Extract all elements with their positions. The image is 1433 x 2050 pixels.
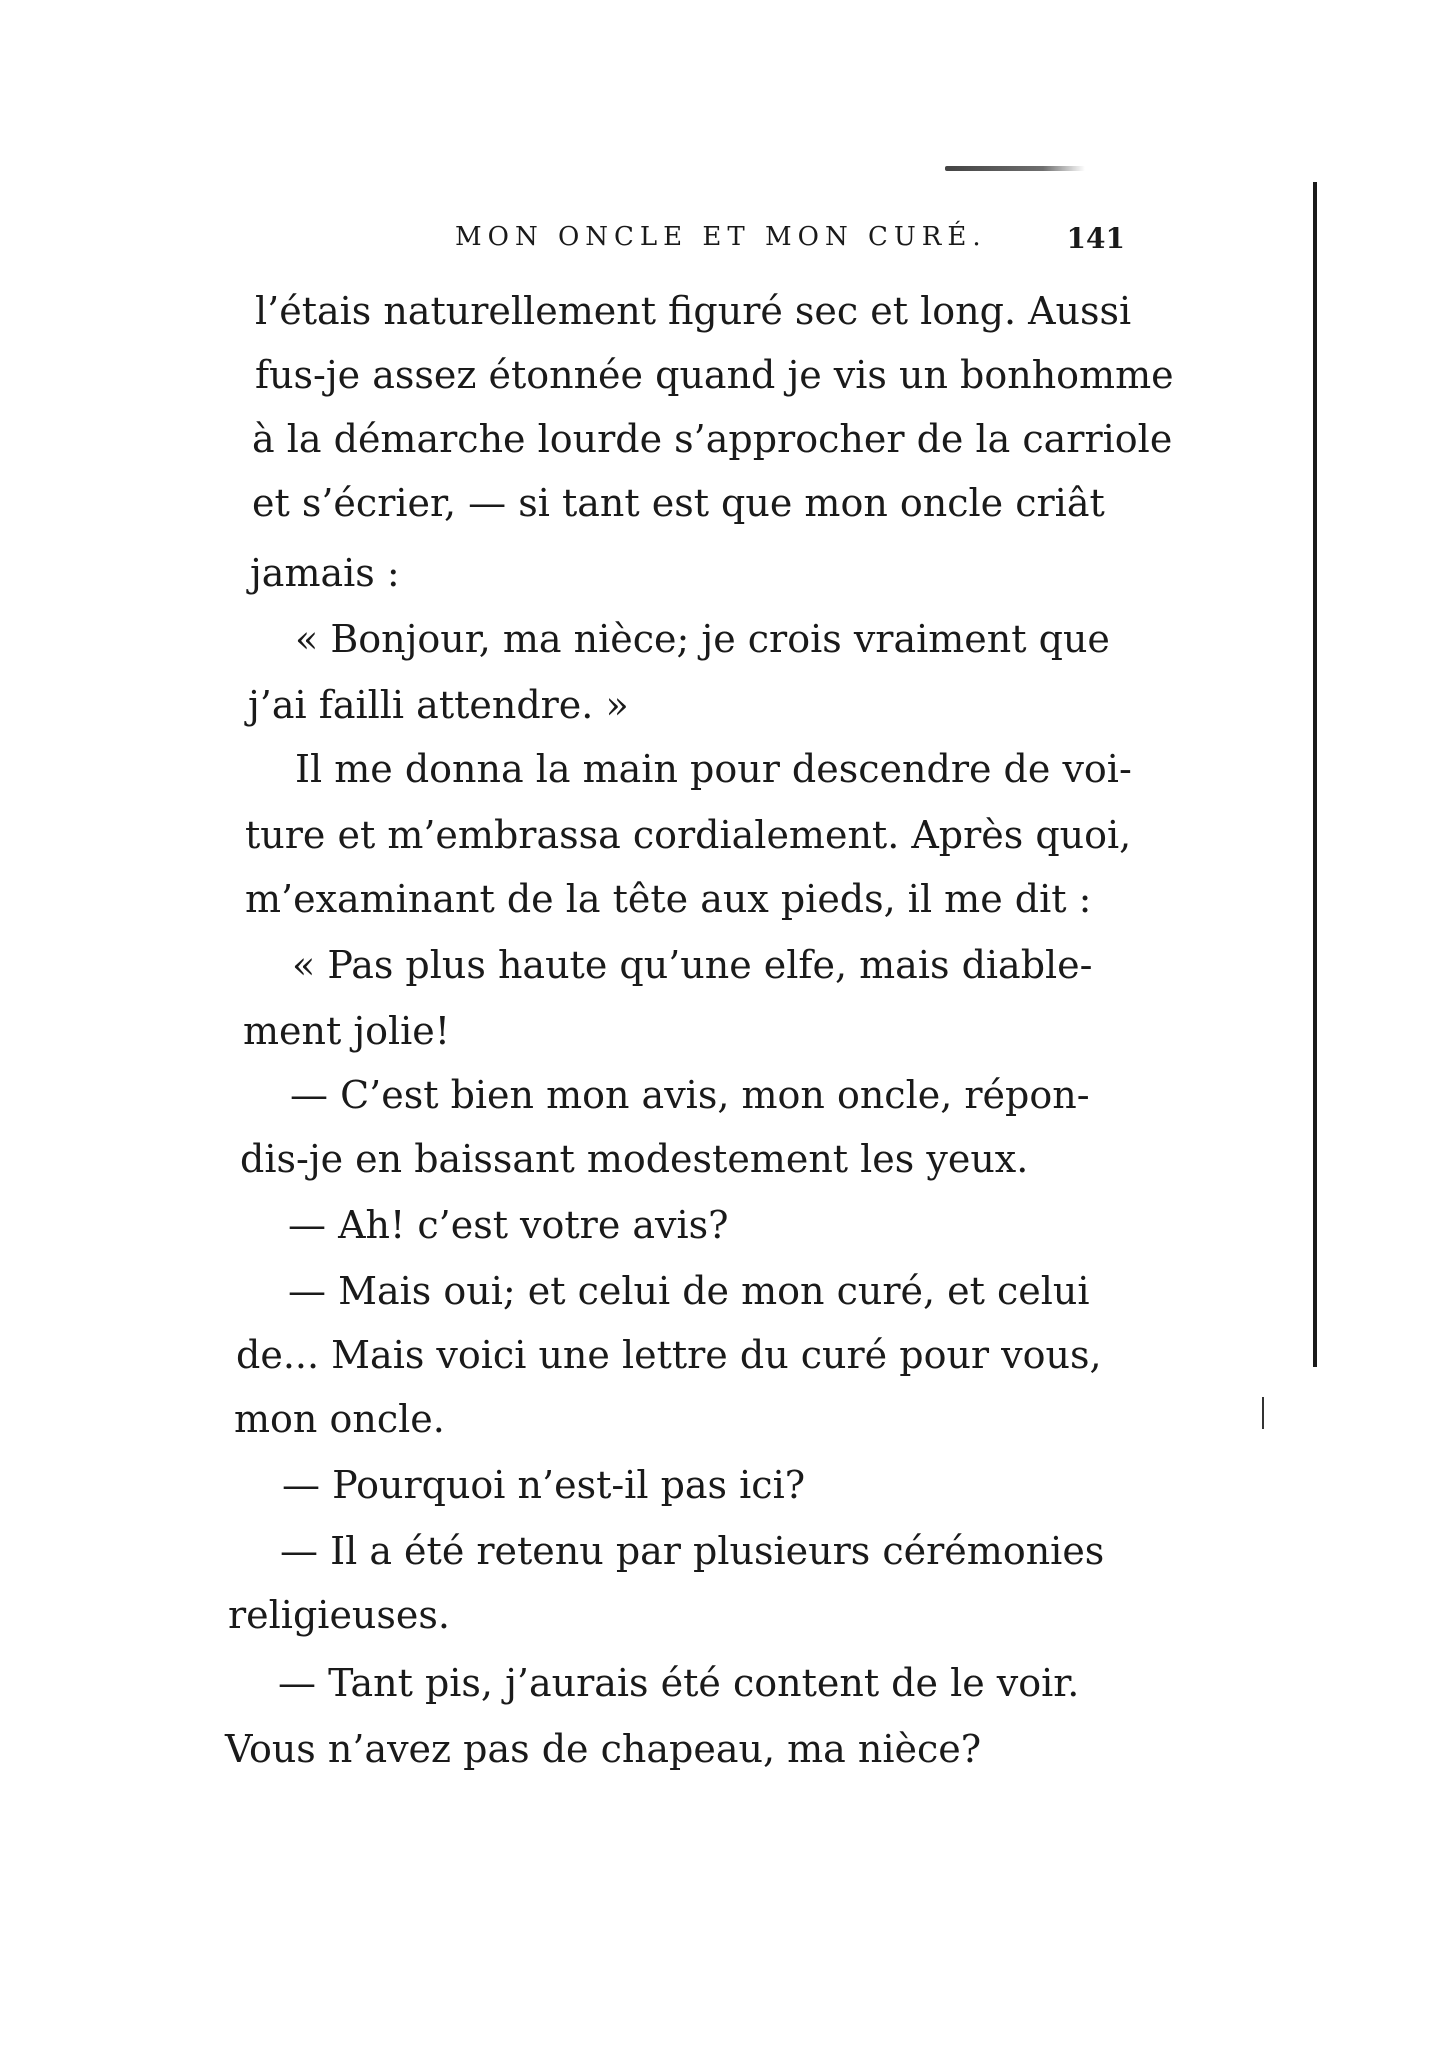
binding-edge-mark [1262, 1397, 1264, 1429]
text-line: mon oncle. [234, 1397, 445, 1441]
text-line: ment jolie! [243, 1009, 451, 1053]
text-line: fus-je assez étonnée quand je vis un bonhomme [255, 353, 1174, 397]
ink-smudge [945, 166, 1085, 171]
text-line: ture et m’embrassa cordialement. Après quoi, [245, 813, 1132, 857]
text-line: dis-je en baissant modestement les yeux. [240, 1137, 1029, 1181]
page-header [455, 222, 1125, 262]
text-line: l’étais naturellement figuré sec et long. Aussi [255, 289, 1132, 333]
text-line: — Pourquoi n’est-il pas ici? [282, 1463, 806, 1507]
text-line: Vous n’avez pas de chapeau, ma nièce? [225, 1727, 982, 1771]
binding-edge-line [1313, 182, 1317, 1367]
text-line: « Bonjour, ma nièce; je crois vraiment que [295, 617, 1110, 661]
text-line: — Ah! c’est votre avis? [288, 1203, 729, 1247]
text-line: — Mais oui; et celui de mon curé, et celui [288, 1269, 1090, 1313]
text-line: — C’est bien mon avis, mon oncle, répon- [290, 1073, 1090, 1117]
running-head: MON ONCLE ET MON CURÉ. [455, 222, 987, 252]
text-line: j’ai failli attendre. » [248, 683, 629, 727]
text-line: jamais : [250, 551, 400, 595]
text-line: « Pas plus haute qu’une elfe, mais diable- [292, 943, 1093, 987]
text-line: de... Mais voici une lettre du curé pour vous, [236, 1333, 1102, 1377]
text-line: religieuses. [228, 1593, 450, 1637]
text-line: m’examinant de la tête aux pieds, il me dit : [245, 877, 1092, 921]
text-line: Il me donna la main pour descendre de voi- [295, 747, 1132, 791]
text-line: — Il a été retenu par plusieurs cérémonies [280, 1529, 1105, 1573]
text-line: et s’écrier, — si tant est que mon oncle criât [252, 481, 1105, 525]
text-line: — Tant pis, j’aurais été content de le voir. [278, 1661, 1080, 1705]
page-number: 141 [1066, 222, 1125, 255]
text-line: à la démarche lourde s’approcher de la carriole [252, 417, 1173, 461]
